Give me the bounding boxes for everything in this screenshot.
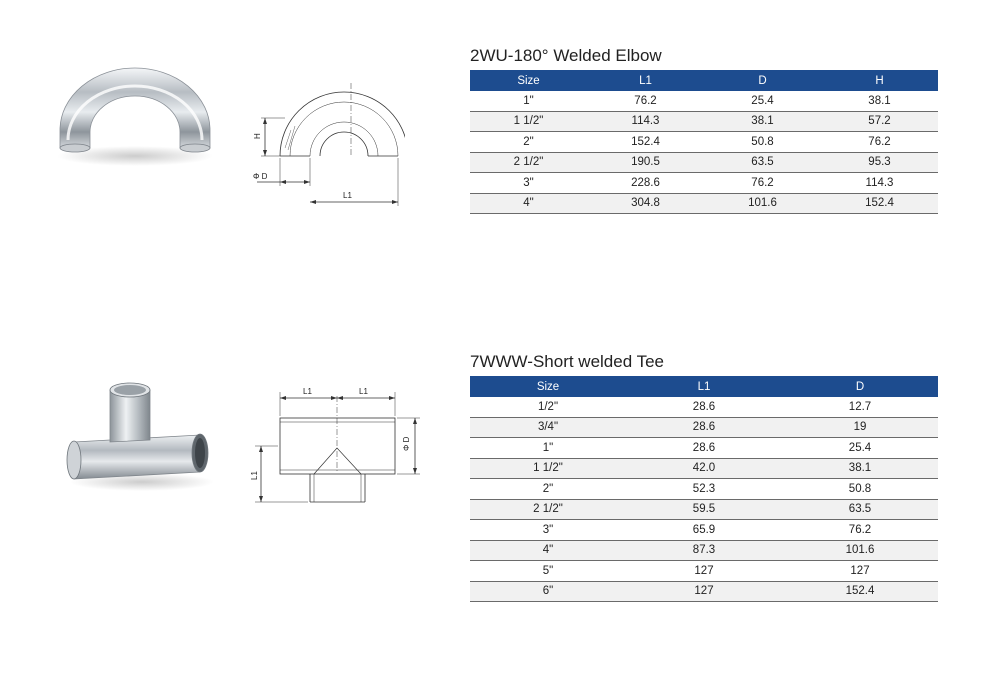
- table-row: [470, 111, 938, 132]
- column-header-l1: L1: [587, 70, 704, 91]
- tee-l1-left-label: L1: [303, 387, 312, 396]
- cell-h: 114.3: [821, 173, 938, 194]
- elbow-l1-label: L1: [343, 191, 352, 200]
- column-header-h: H: [821, 70, 938, 91]
- tee-title: 7WWW-Short welded Tee: [470, 352, 664, 371]
- cell-d: 12.7: [782, 397, 938, 417]
- cell-size: 1": [470, 438, 626, 459]
- tee-photo: [62, 380, 222, 495]
- cell-size: 3/4": [470, 417, 626, 438]
- cell-size: 2": [470, 132, 587, 153]
- cell-d: 76.2: [782, 520, 938, 541]
- tee-l1-right-label: L1: [359, 387, 368, 396]
- elbow-photo: [52, 60, 218, 170]
- cell-l1: 76.2: [587, 91, 704, 111]
- cell-size: 4": [470, 540, 626, 561]
- table-row: [470, 540, 938, 561]
- table-row: [470, 561, 938, 582]
- cell-l1: 52.3: [626, 479, 782, 500]
- table-row: [470, 520, 938, 541]
- cell-size: 1": [470, 91, 587, 111]
- cell-size: 6": [470, 581, 626, 602]
- cell-d: 63.5: [782, 499, 938, 520]
- tee-l1-side-label: L1: [250, 471, 259, 480]
- cell-size: 1 1/2": [470, 111, 587, 132]
- cell-d: 50.8: [704, 132, 821, 153]
- cell-l1: 28.6: [626, 438, 782, 459]
- elbow-d-label: Φ D: [253, 172, 268, 181]
- table-row: [470, 91, 938, 111]
- cell-l1: 304.8: [587, 193, 704, 214]
- cell-size: 1 1/2": [470, 458, 626, 479]
- tee-d-label: Φ D: [402, 436, 411, 451]
- cell-d: 25.4: [704, 91, 821, 111]
- cell-size: 2 1/2": [470, 152, 587, 173]
- elbow-spec-table: [470, 70, 938, 214]
- cell-h: 57.2: [821, 111, 938, 132]
- cell-size: 3": [470, 173, 587, 194]
- table-row: [470, 193, 938, 214]
- table-row: [470, 152, 938, 173]
- cell-l1: 228.6: [587, 173, 704, 194]
- elbow-drawing: [245, 78, 405, 213]
- cell-l1: 114.3: [587, 111, 704, 132]
- cell-d: 152.4: [782, 581, 938, 602]
- cell-l1: 190.5: [587, 152, 704, 173]
- column-header-d: D: [704, 70, 821, 91]
- cell-l1: 28.6: [626, 397, 782, 417]
- cell-d: 101.6: [704, 193, 821, 214]
- cell-d: 50.8: [782, 479, 938, 500]
- elbow-h-label: H: [253, 133, 262, 139]
- cell-size: 2": [470, 479, 626, 500]
- cell-l1: 152.4: [587, 132, 704, 153]
- column-header-l1: L1: [626, 376, 782, 397]
- cell-d: 25.4: [782, 438, 938, 459]
- table-header-row: [470, 70, 938, 91]
- cell-d: 38.1: [782, 458, 938, 479]
- cell-h: 76.2: [821, 132, 938, 153]
- table-row: [470, 132, 938, 153]
- table-row: [470, 458, 938, 479]
- elbow-title: 2WU-180° Welded Elbow: [470, 46, 662, 65]
- cell-size: 3": [470, 520, 626, 541]
- table-row: [470, 397, 938, 417]
- cell-size: 4": [470, 193, 587, 214]
- cell-l1: 127: [626, 561, 782, 582]
- cell-l1: 28.6: [626, 417, 782, 438]
- table-row: [470, 499, 938, 520]
- column-header-size: Size: [470, 70, 587, 91]
- cell-h: 152.4: [821, 193, 938, 214]
- cell-d: 38.1: [704, 111, 821, 132]
- tee-spec-table: [470, 376, 938, 602]
- cell-d: 63.5: [704, 152, 821, 173]
- cell-size: 5": [470, 561, 626, 582]
- cell-l1: 42.0: [626, 458, 782, 479]
- column-header-size: Size: [470, 376, 626, 397]
- cell-d: 101.6: [782, 540, 938, 561]
- cell-size: 1/2": [470, 397, 626, 417]
- table-header-row: [470, 376, 938, 397]
- cell-l1: 65.9: [626, 520, 782, 541]
- cell-l1: 127: [626, 581, 782, 602]
- table-row: [470, 438, 938, 459]
- elbow-section: [0, 0, 1000, 260]
- cell-d: 19: [782, 417, 938, 438]
- table-row: [470, 417, 938, 438]
- cell-d: 76.2: [704, 173, 821, 194]
- tee-section: [0, 330, 1000, 630]
- cell-h: 95.3: [821, 152, 938, 173]
- tee-drawing: [245, 382, 425, 517]
- cell-h: 38.1: [821, 91, 938, 111]
- column-header-d: D: [782, 376, 938, 397]
- table-row: [470, 581, 938, 602]
- cell-size: 2 1/2": [470, 499, 626, 520]
- cell-d: 127: [782, 561, 938, 582]
- table-row: [470, 173, 938, 194]
- cell-l1: 87.3: [626, 540, 782, 561]
- table-row: [470, 479, 938, 500]
- cell-l1: 59.5: [626, 499, 782, 520]
